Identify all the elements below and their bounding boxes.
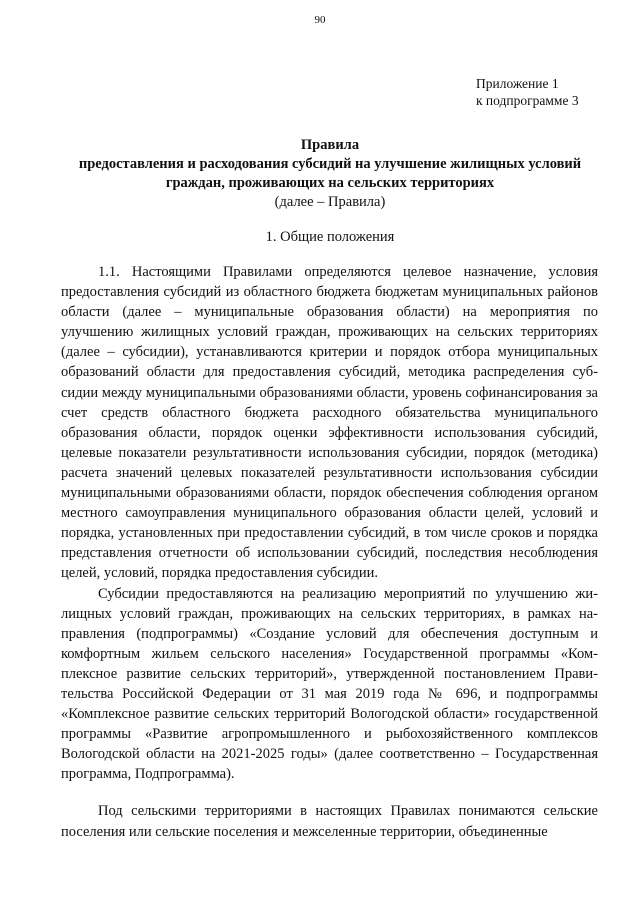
document-title bbox=[60, 136, 600, 212]
title-line-4: (далее – Правила) bbox=[274, 194, 386, 210]
title-line-3: граждан, проживающих на сельских территориях bbox=[165, 175, 495, 191]
title-line-1: Правила bbox=[300, 137, 360, 153]
appendix-line-1: Приложение 1 bbox=[476, 76, 559, 91]
page-number: 90 bbox=[314, 14, 326, 26]
title-line-2: предоставления и расходования субсидий на улучшение жилищных условий bbox=[78, 156, 582, 172]
document-body bbox=[61, 262, 598, 842]
paragraph: Под сельскими территориями в настоящих Правилах понимаются сельские поселения или сельские поселения и межселенные территории, объединенные bbox=[61, 803, 598, 840]
appendix-line-2: к подпрограмме 3 bbox=[476, 93, 579, 108]
appendix-reference bbox=[476, 75, 626, 109]
paragraph: 1.1. Настоящими Правилами определяются целевое назначение, условия предоставления субсидий из областного бюджета бюджетам муниципальных районов области (далее – муниципальные образования области) на мероприятия по улучшению жилищных условий граждан, проживающих на сельских территориях (далее – субсидии), устанавливаются критерии и порядок отбора муниципальных образований области для предоставления субсидий, методика распределения субсидии между муниципальными образованиями области, уровень софинансирования за счет средств областного бюджета расходного обязательства муниципального образования области, порядок оценки эффективности использования субсидий, целевые показатели результативности использования субсидии, порядок (методика) расчета значений целевых показателей результативности использования субсидии муниципальными образованиями области, порядок обеспечения соблюдения органом местного самоуправления муниципального образования области целей, условий и порядка, установленных при предоставлении субсидий, в том числе сроков и порядка представления отчетности об использовании субсидий, последствия несоблюдения целей, условий, порядка предоставления субсидии. bbox=[61, 264, 598, 582]
section-heading: 1. Общие положения bbox=[265, 229, 395, 245]
paragraph: Субсидии предоставляются на реализацию мероприятий по улучшению жилищных условий граждан, проживающих на сельских территориях, в рамках направления (подпрограммы) «Создание условий для обеспечения доступным и комфортным жильем сельского населения» Государственной программы «Комплексное развитие сельских территорий», утвержденной постановлением Правительства Российской Федерации от 31 мая 2019 года № 696, и подпрограммы «Комплексное развитие сельских территорий Вологодской области» государственной программы «Развитие агропромышленного и рыбохозяйственного комплексов Вологодской области на 2021-2025 годы» (далее соответственно – Государственная программа, Подпрограмма). bbox=[61, 585, 598, 783]
